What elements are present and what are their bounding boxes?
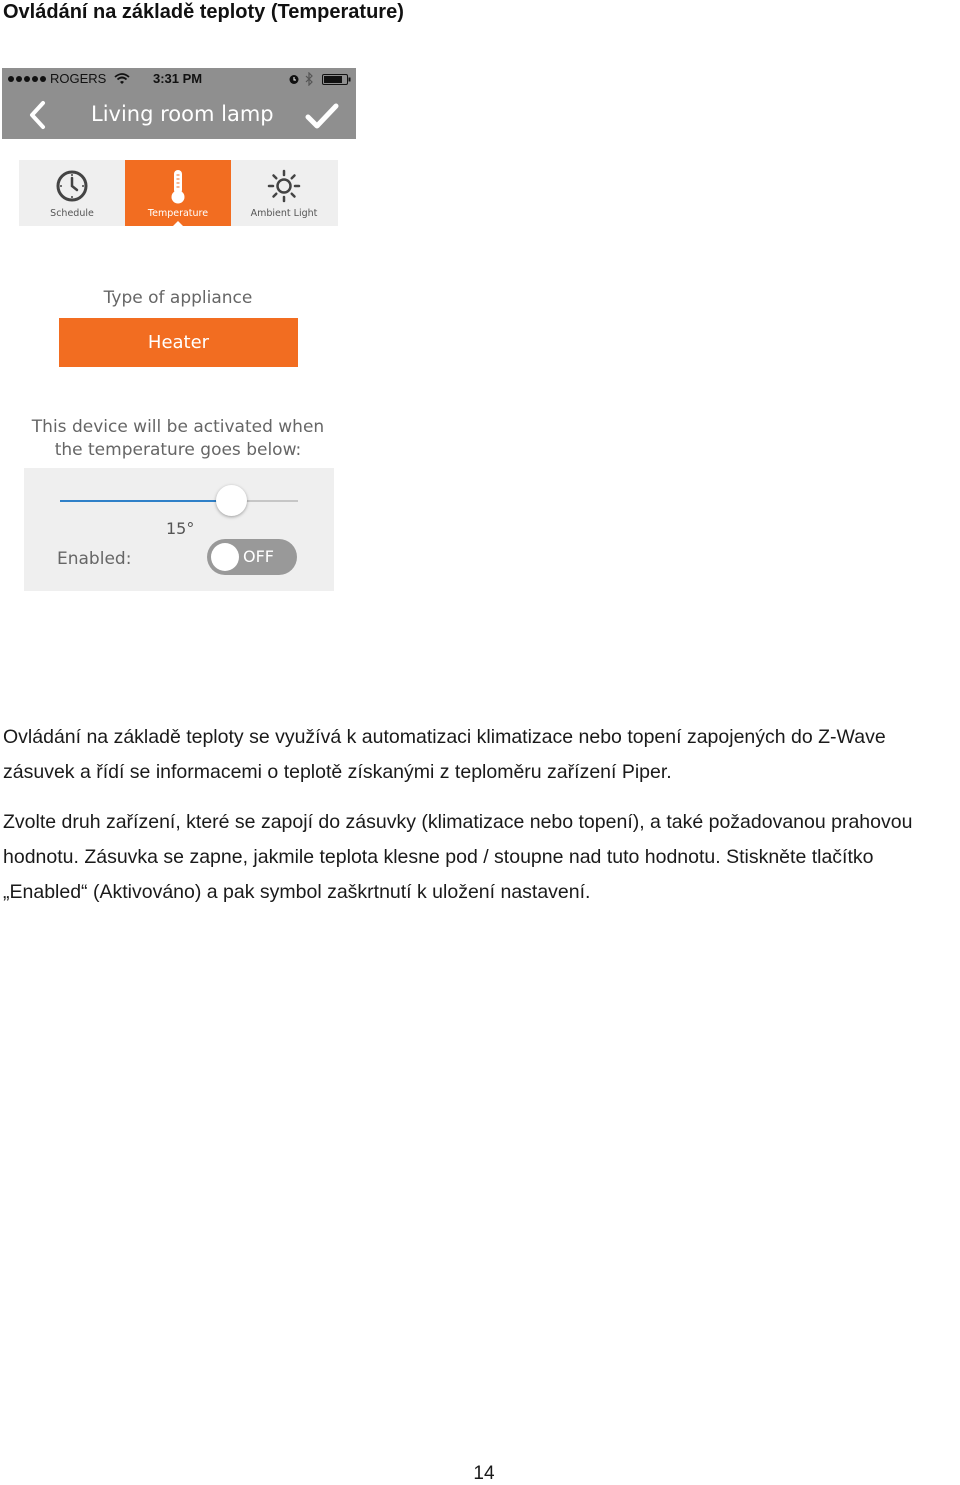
navigation-bar <box>2 90 356 139</box>
document-title: Ovládání na základě teploty (Temperature) <box>3 1 404 23</box>
phone-screenshot <box>2 68 356 592</box>
appliance-type-button[interactable]: Heater <box>59 318 298 367</box>
enabled-toggle[interactable] <box>207 539 297 575</box>
slider-thumb[interactable] <box>216 485 247 516</box>
enabled-label: Enabled: <box>57 549 132 569</box>
bluetooth-icon <box>305 72 314 86</box>
appliance-type-label: Type of appliance <box>103 288 253 308</box>
threshold-panel <box>24 468 334 591</box>
activation-description <box>2 416 354 462</box>
screen-title: Living room lamp <box>91 102 274 126</box>
activation-line-2: the temperature goes below: <box>54 440 302 460</box>
slider-fill <box>60 500 231 502</box>
temperature-slider[interactable] <box>60 500 298 502</box>
clock-icon <box>55 169 89 203</box>
tab-schedule-label: Schedule <box>50 208 94 219</box>
battery-icon <box>322 74 352 85</box>
activation-line-1: This device will be activated when <box>31 417 325 437</box>
page-number: 14 <box>473 1463 495 1484</box>
chevron-left-icon[interactable] <box>24 100 52 130</box>
tab-schedule[interactable] <box>19 160 125 226</box>
status-bar <box>2 68 356 90</box>
toggle-knob <box>211 543 239 571</box>
wifi-icon <box>114 73 130 85</box>
signal-dots-icon <box>8 76 46 82</box>
paragraph-intro: Ovládání na základě teploty se využívá k automatizaci klimatizace nebo topení zapojených do Z-Wave zásuvek a řídí se informacemi o teplotě získanými z teploměru zařízení Piper. <box>3 726 886 783</box>
toggle-state: OFF <box>243 547 274 566</box>
checkmark-icon[interactable] <box>304 102 340 130</box>
tab-temperature[interactable] <box>125 160 231 226</box>
thermometer-icon <box>161 169 195 205</box>
mode-tabs <box>19 160 338 226</box>
sun-icon <box>267 169 301 203</box>
tab-temperature-label: Temperature <box>147 208 209 219</box>
tab-ambient-light-label: Ambient Light <box>250 208 318 219</box>
carrier-label: ROGERS <box>50 71 107 86</box>
status-time: 3:31 PM <box>153 71 203 86</box>
active-tab-caret <box>173 221 183 226</box>
paragraph-instructions: Zvolte druh zařízení, které se zapojí do zásuvky (klimatizace nebo topení), a také požadovanou prahovou hodnotu. Zásuvka se zapne, jakmile teplota klesne pod / stoupne nad tuto hodnotu. Stiskněte tlačítko „Enabled“ (Aktivováno) a pak symbol zaškrtnutí k uložení nastavení. <box>3 811 913 903</box>
alarm-icon <box>288 73 300 85</box>
temperature-value: 15° <box>166 519 195 538</box>
tab-ambient-light[interactable] <box>231 160 337 226</box>
